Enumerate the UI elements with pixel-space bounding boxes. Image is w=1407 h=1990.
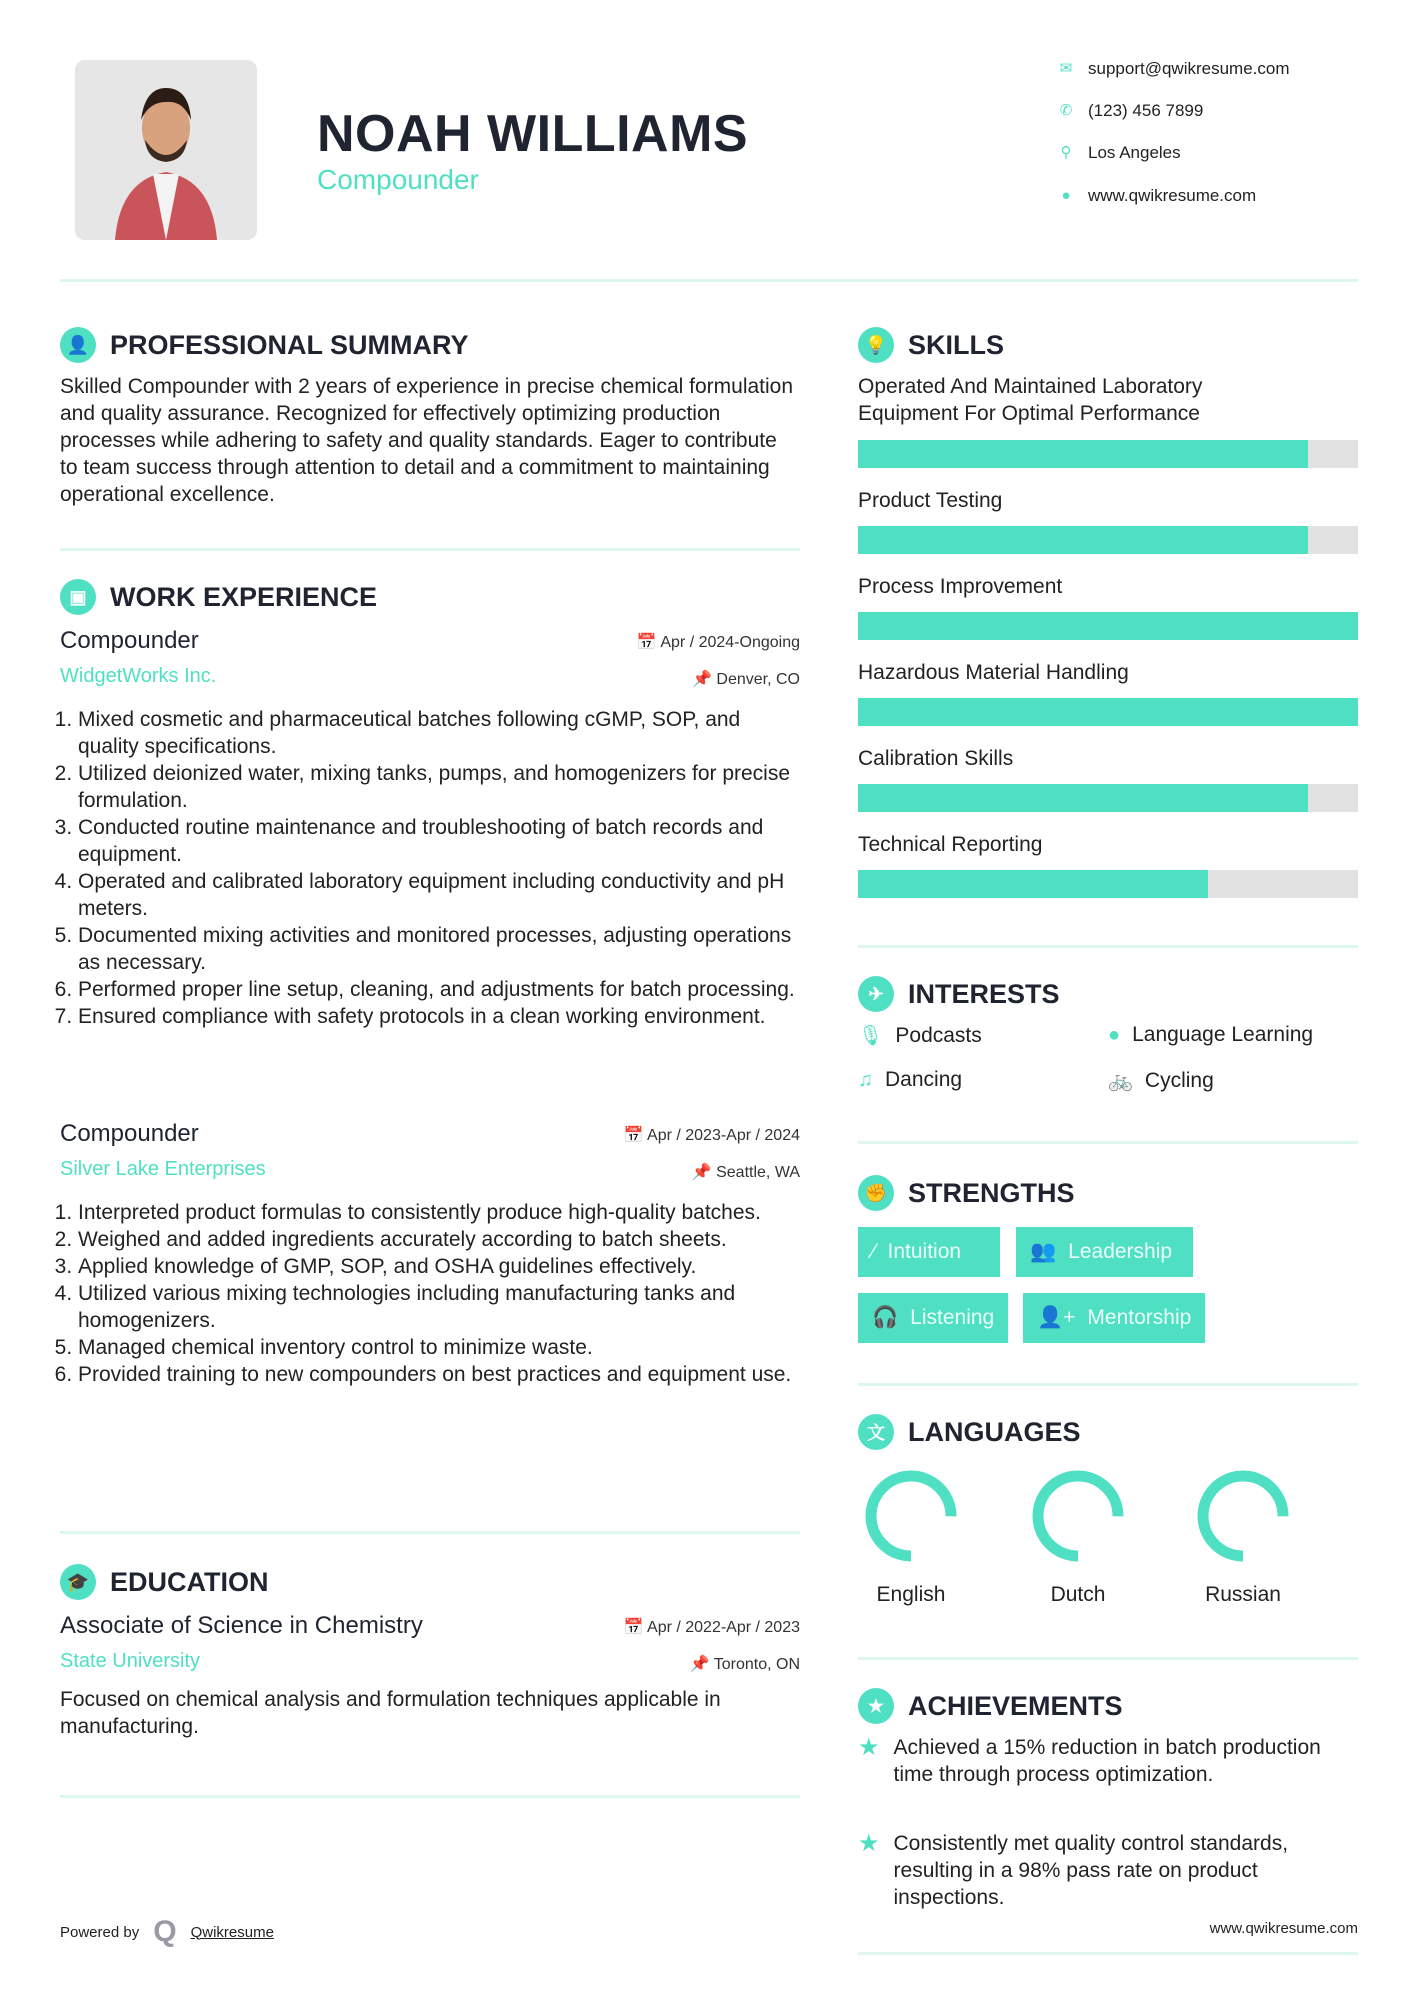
qwikresume-link[interactable]: Qwikresume — [190, 1923, 274, 1941]
job-title: Compounder — [60, 627, 199, 654]
phone-icon: ✆ — [1059, 102, 1073, 119]
job-bullets — [60, 706, 800, 1030]
graduation-icon: 🎓 — [60, 1564, 96, 1600]
skill-bar-fill — [858, 870, 1208, 898]
divider — [858, 1383, 1358, 1386]
language-label: Dutch — [1050, 1583, 1106, 1606]
languages-heading-text: LANGUAGES — [908, 1416, 1081, 1447]
divider — [60, 1795, 800, 1798]
strength-chip — [858, 1227, 1000, 1277]
interest-item — [1108, 1068, 1214, 1093]
interest-label: Dancing — [885, 1068, 963, 1091]
bullet-item: 1. Interpreted product formulas to consistently produce high-quality batches. — [78, 1199, 800, 1226]
language-label: English — [876, 1583, 946, 1606]
bullet-item: 4. Operated and calibrated laboratory equipment including conductivity and pH meters. — [78, 868, 800, 922]
skills-heading — [858, 327, 1004, 363]
bullet-item: 2. Weighed and added ingredients accurately according to batch sheets. — [78, 1226, 800, 1253]
music-icon: ♫ — [858, 1068, 873, 1091]
bullet-item: 6. Provided training to new compounders on best practices and equipment use. — [78, 1361, 800, 1388]
bullet-item: 3. Conducted routine maintenance and troubleshooting of batch records and equipment. — [78, 814, 800, 868]
job-title: Compounder — [317, 164, 479, 195]
experience-heading — [60, 579, 377, 615]
strength-label: Intuition — [887, 1240, 962, 1263]
user-icon: 👤 — [60, 327, 96, 363]
language-level-arc — [1038, 1476, 1118, 1556]
education-text: Focused on chemical analysis and formulation techniques applicable in manufacturing. — [60, 1688, 721, 1738]
website-text: www.qwikresume.com — [1088, 186, 1257, 205]
skill-bar-fill — [858, 526, 1308, 554]
achievements-heading-text: ACHIEVEMENTS — [908, 1690, 1123, 1721]
job-title: Compounder — [60, 1120, 199, 1147]
achievement-text: Consistently met quality control standards, resulting in a 98% pass rate on product inspections. — [893, 1832, 1289, 1909]
headphones-icon: 🎧 — [872, 1306, 899, 1329]
skill-label: Hazardous Material Handling — [858, 661, 1129, 684]
skill-label: Process Improvement — [858, 575, 1063, 598]
badge-icon: ★ — [858, 1688, 894, 1724]
bicycle-icon: 🚲 — [1108, 1070, 1133, 1092]
location-text: Toronto, ON — [713, 1656, 800, 1673]
education-heading — [60, 1564, 269, 1600]
bullet-item: 7. Ensured compliance with safety protocols in a clean working environment. — [78, 1003, 800, 1030]
strength-chip — [1016, 1227, 1193, 1277]
divider — [858, 1657, 1358, 1660]
language-label: Russian — [1205, 1583, 1281, 1606]
achievement-item — [858, 1830, 1358, 1911]
footer-divider — [858, 1952, 1358, 1955]
paper-plane-icon: ✈ — [858, 976, 894, 1012]
header-divider — [60, 279, 1358, 282]
location-text: Seattle, WA — [716, 1164, 800, 1181]
email-text: support@qwikresume.com — [1088, 59, 1290, 78]
briefcase-icon: ▣ — [60, 579, 96, 615]
lightbulb-icon: 💡 — [858, 327, 894, 363]
profile-photo — [75, 60, 257, 240]
interests-heading-text: INTERESTS — [908, 978, 1060, 1009]
skill-bar-fill — [858, 698, 1358, 726]
globe-icon: ● — [1061, 187, 1071, 204]
job-dates: 📅 Apr / 2023-Apr / 2024 — [623, 1127, 800, 1144]
achievement-item — [858, 1734, 1358, 1788]
bullet-item: 5. Documented mixing activities and monitored processes, adjusting operations as necessary. — [78, 922, 800, 976]
qwikresume-logo-icon: Q — [153, 1915, 177, 1948]
job-dates: 📅 Apr / 2024-Ongoing — [636, 634, 800, 651]
location-text: Denver, CO — [716, 671, 800, 688]
interest-label: Cycling — [1144, 1068, 1214, 1092]
skill-label: Product Testing — [858, 489, 1003, 512]
company-name: Silver Lake Enterprises — [60, 1158, 266, 1180]
strengths-heading-text: STRENGTHS — [908, 1177, 1075, 1208]
interest-label: Language Learning — [1132, 1023, 1314, 1046]
skill-bar — [858, 612, 1358, 640]
map-pin-icon: ⚲ — [1060, 144, 1072, 161]
strength-label: Mentorship — [1087, 1306, 1192, 1329]
language-level-arc — [1203, 1476, 1283, 1556]
interest-item — [1108, 1023, 1313, 1047]
job-location: 📌 Seattle, WA — [691, 1164, 800, 1181]
divider — [60, 548, 800, 551]
achievement-text: Achieved a 15% reduction in batch production time through process optimization. — [893, 1736, 1321, 1786]
bullet-item: 2. Utilized deionized water, mixing tanks, pumps, and homogenizers for precise formulation. — [78, 760, 800, 814]
location-text: Los Angeles — [1088, 143, 1181, 162]
achievements-heading — [858, 1688, 1123, 1724]
bullet-item: 5. Managed chemical inventory control to minimize waste. — [78, 1334, 800, 1361]
summary-heading — [60, 327, 469, 363]
powered-by — [60, 1915, 274, 1949]
interest-item — [858, 1023, 982, 1048]
strengths-heading — [858, 1175, 1075, 1211]
language-level-ring — [863, 1468, 959, 1564]
fist-icon: ✊ — [858, 1175, 894, 1211]
bullet-item: 3. Applied knowledge of GMP, SOP, and OSHA guidelines effectively. — [78, 1253, 800, 1280]
divider — [858, 1141, 1358, 1144]
interest-label: Podcasts — [895, 1023, 982, 1047]
language-icon: 文 — [858, 1414, 894, 1450]
dates-text: Apr / 2022-Apr / 2023 — [647, 1619, 800, 1636]
skill-bar-fill — [858, 612, 1358, 640]
skill-bar — [858, 526, 1358, 554]
job-location: 📌 Denver, CO — [692, 671, 800, 688]
contact-email[interactable] — [1058, 59, 1290, 79]
star-icon: ★ — [858, 1734, 880, 1761]
magic-wand-icon: ⁄ — [872, 1240, 876, 1263]
skill-bar — [858, 440, 1358, 468]
interests-heading — [858, 976, 1060, 1012]
skill-bar — [858, 784, 1358, 812]
star-icon: ★ — [858, 1830, 880, 1857]
summary-heading-text: PROFESSIONAL SUMMARY — [110, 329, 469, 360]
strength-chip — [858, 1293, 1008, 1343]
contact-website[interactable] — [1058, 186, 1256, 206]
powered-by-text: Powered by — [60, 1923, 140, 1941]
education-heading-text: EDUCATION — [110, 1566, 269, 1597]
mail-icon: ✉ — [1059, 60, 1073, 77]
school: State University — [60, 1650, 201, 1672]
strength-label: Leadership — [1068, 1240, 1173, 1263]
bullet-item: 6. Performed proper line setup, cleaning, and adjustments for batch processing. — [78, 976, 800, 1003]
divider — [858, 945, 1358, 948]
skill-bar-fill — [858, 784, 1308, 812]
skills-heading-text: SKILLS — [908, 329, 1005, 360]
language-level-ring — [1030, 1468, 1126, 1564]
languages-heading — [858, 1414, 1081, 1450]
bullet-item: 1. Mixed cosmetic and pharmaceutical batches following cGMP, SOP, and quality specifications. — [78, 706, 800, 760]
candidate-name: NOAH WILLIAMS — [317, 105, 749, 163]
language-level-ring — [1195, 1468, 1291, 1564]
divider — [60, 1531, 800, 1534]
phone-text: (123) 456 7899 — [1088, 101, 1204, 120]
skill-bar — [858, 870, 1358, 898]
summary-text: Skilled Compounder with 2 years of experience in precise chemical formulation and quality assurance. Recognized for effectively optimizing production processes while adhering to safety and quality standards. Eager to contribute to team success through attention to detail and a commitment to maintaining operational excellence. — [60, 375, 794, 506]
microphone-icon: 🎙 — [858, 1025, 884, 1047]
bullet-item: 4. Utilized various mixing technologies including manufacturing tanks and homogenizers. — [78, 1280, 800, 1334]
strength-label: Listening — [910, 1306, 995, 1329]
contact-location — [1058, 143, 1181, 163]
company-name: WidgetWorks Inc. — [60, 665, 217, 687]
skill-label: Calibration Skills — [858, 747, 1014, 770]
degree: Associate of Science in Chemistry — [60, 1612, 423, 1639]
skill-bar-fill — [858, 440, 1308, 468]
education-location: 📌 Toronto, ON — [689, 1656, 800, 1673]
skill-bar — [858, 698, 1358, 726]
language-level-arc — [871, 1476, 951, 1556]
job-bullets — [60, 1199, 800, 1388]
users-icon: 👥 — [1030, 1240, 1057, 1263]
user-plus-icon: 👤+ — [1037, 1306, 1076, 1329]
experience-heading-text: WORK EXPERIENCE — [110, 581, 378, 612]
contact-phone[interactable] — [1058, 101, 1203, 121]
education-dates: 📅 Apr / 2022-Apr / 2023 — [623, 1619, 800, 1636]
dates-text: Apr / 2024-Ongoing — [660, 634, 800, 651]
skill-label: Technical Reporting — [858, 833, 1043, 856]
strength-chip — [1023, 1293, 1205, 1343]
footer-website[interactable]: www.qwikresume.com — [1209, 1920, 1358, 1937]
globe-icon: ● — [1108, 1023, 1121, 1046]
dates-text: Apr / 2023-Apr / 2024 — [647, 1127, 800, 1144]
interest-item — [858, 1068, 962, 1092]
skill-label: Operated And Maintained Laboratory Equipment For Optimal Performance — [858, 375, 1203, 425]
